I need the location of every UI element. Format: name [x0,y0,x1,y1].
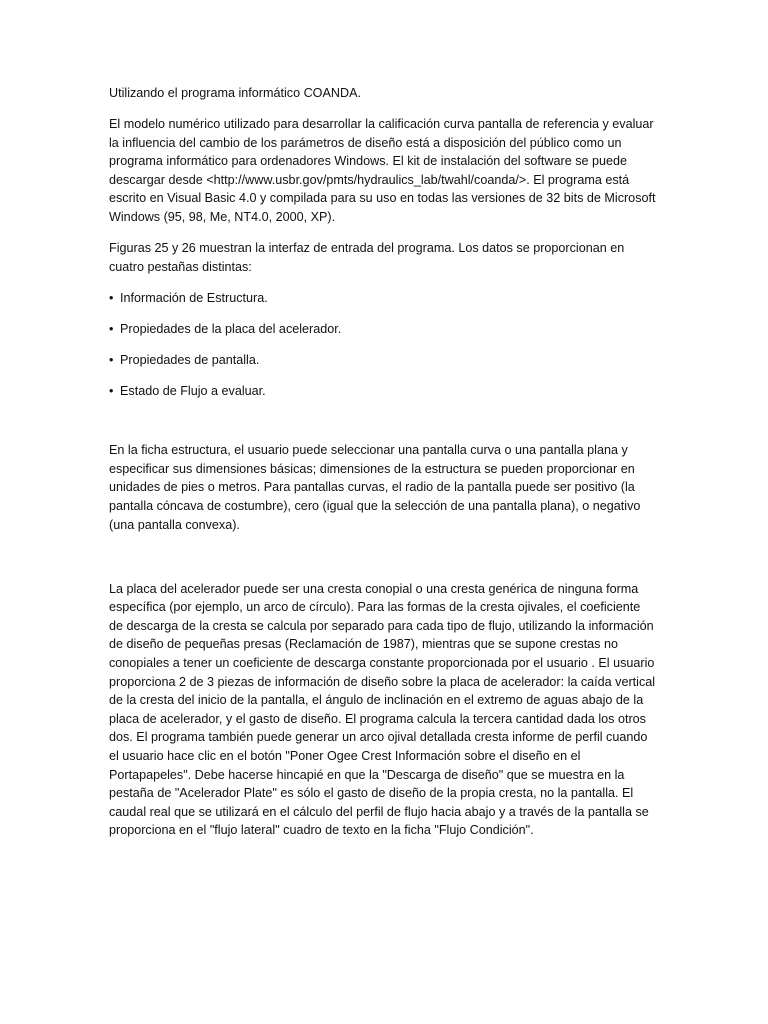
list-item-text: Estado de Flujo a evaluar. [120,384,266,399]
bullet-icon: • [109,321,114,336]
document-body [109,84,657,853]
tab-list [109,289,657,401]
bullet-icon: • [109,353,114,368]
list-item [109,320,657,339]
paragraph-accelerator-plate: La placa del acelerador puede ser una cresta conopial o una cresta genérica de ninguna forma específica (por ejemplo, un arco de círculo). Para las formas de la cresta ojivales, el coeficiente de descarga de la cresta se calcula por separado para cada tipo de flujo, utilizando la información de diseño de pequeñas presas (Reclamación de 1987), mientras que se supone crestas no conopiales a tener un coeficiente de descarga constante proporcionada por el usuario . El usuario proporciona 2 de 3 piezas de información de diseño sobre la placa de acelerador: la caída vertical de la cresta del inicio de la pantalla, el ángulo de inclinación en el extremo de aguas abajo de la placa de acelerador, y el gasto de diseño. El programa calcula la tercera cantidad dada los otros dos. El programa también puede generar un arco ojival detallada cresta informe de perfil cuando el usuario hace clic en el botón "Poner Ogee Crest Información sobre el diseño en el Portapapeles". Debe hacerse hincapié en que la "Descarga de diseño" que se muestra en la pestaña de "Acelerador Plate" es sólo el gasto de diseño de la propia cresta, no la pantalla. El caudal real que se utilizará en el cálculo del perfil de flujo hacia abajo y a través de la pantalla se proporciona en el "flujo lateral" cuadro de texto en la ficha "Flujo Condición". [109,581,656,838]
bullet-icon: • [109,290,114,305]
paragraph-input-interface: Figuras 25 y 26 muestran la interfaz de entrada del programa. Los datos se proporcionan en cuatro pestañas distintas: [109,241,625,274]
list-item [109,351,657,370]
list-item-text: Información de Estructura. [120,290,268,305]
document-heading: Utilizando el programa informático COANDA. [109,86,361,100]
list-item-text: Propiedades de pantalla. [120,353,260,368]
list-item-text: Propiedades de la placa del acelerador. [120,321,342,336]
bullet-icon: • [109,384,114,399]
paragraph-structure-tab: En la ficha estructura, el usuario puede seleccionar una pantalla curva o una pantalla plana y especificar sus dimensiones básicas; dimensiones de la estructura se pueden proporcionar en unidades de pies o metros. Para pantallas curvas, el radio de la pantalla puede ser positivo (la pantalla cóncava de costumbre), cero (igual que la selección de una pantalla plana), o negativo (una pantalla convexa). [109,443,641,532]
list-item [109,382,657,401]
list-item [109,289,657,308]
spacer [109,413,657,441]
paragraph-software-availability: El modelo numérico utilizado para desarrollar la calificación curva pantalla de referencia y evaluar la influencia del cambio de los parámetros de diseño está a disposición del público como un programa informático para ordenadores Windows. El kit de instalación del software se puede descargar desde <http://www.usbr.gov/pmts/hydraulics_lab/twahl/coanda/>. El programa está escrito en Visual Basic 4.0 y compilada para su uso en todas las versiones de 32 bits de Microsoft Windows (95, 98, Me, NT4.0, 2000, XP). [109,117,656,225]
spacer [109,547,657,580]
